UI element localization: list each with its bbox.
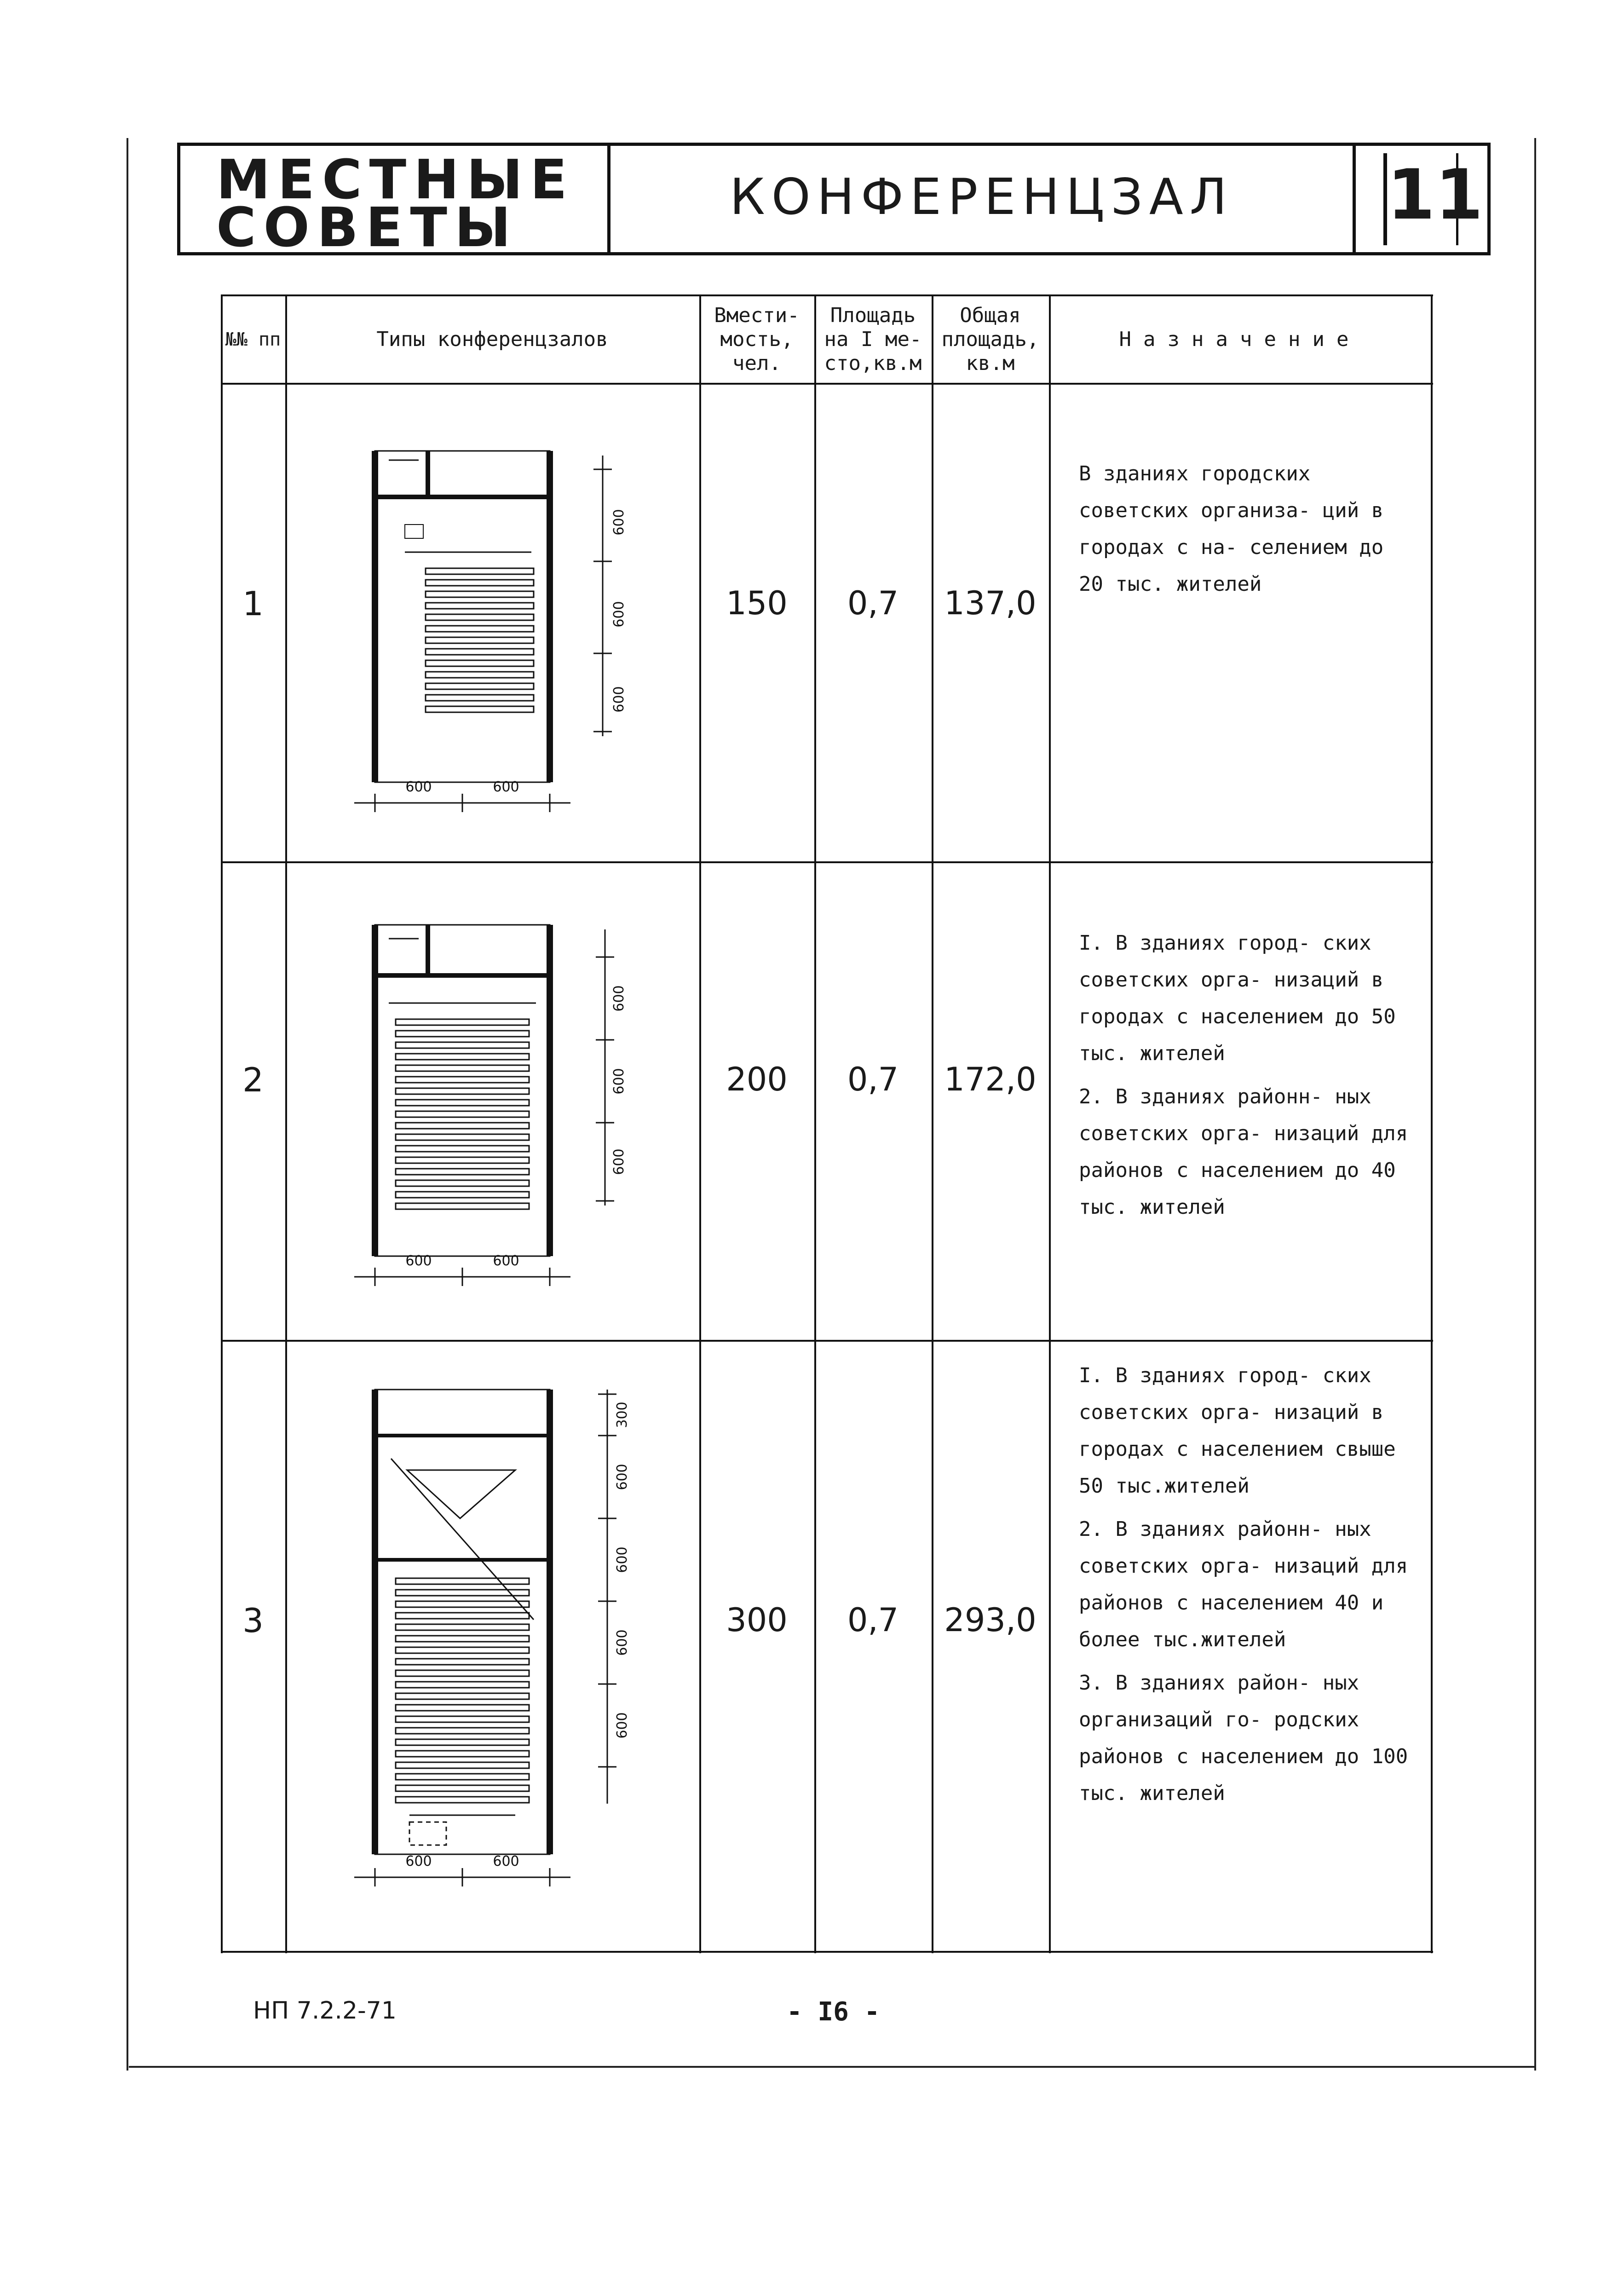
purpose-item: В зданиях городских советских организа- ций в городах с на- селением до 20 тыс. жителей (1079, 462, 1384, 596)
row-divider (221, 1340, 1433, 1342)
row-number: 1 (242, 584, 264, 623)
purpose-item: I. В зданиях город- ских советских орга- низаций в городах с населением свыше 50 тыс.жителей (1079, 1364, 1396, 1498)
col-header-types: Типы конференцзалов (376, 327, 608, 351)
area-per-seat-value: 0,7 (847, 1061, 899, 1098)
conference-hall-table (221, 294, 1433, 1953)
col-header-purpose: Назначение (1119, 327, 1361, 351)
capacity-value: 300 (726, 1601, 788, 1639)
capacity-value: 150 (726, 584, 788, 622)
page-edge-left (127, 138, 128, 2071)
dim-label: 600 (611, 985, 627, 1012)
dim-label: 600 (611, 1148, 627, 1175)
table-border-bottom (221, 1951, 1433, 1953)
page-title (610, 146, 1356, 252)
dim-label: 600 (611, 1068, 627, 1095)
dim-label: 600 (614, 1629, 630, 1656)
floor-plan-type-2 (285, 865, 699, 1339)
col-header-capacity: Вмести- мость, чел. (714, 303, 800, 375)
dim-label: 600 (493, 779, 519, 795)
dim-label: 600 (611, 509, 627, 536)
dim-label: 600 (405, 1853, 432, 1869)
dim-label: 600 (611, 601, 627, 628)
section-title-line2: СОВЕТЫ (216, 196, 518, 259)
sheet-number-badge (1383, 153, 1483, 245)
sheet-number-cell (1356, 146, 1487, 252)
purpose-item: I. В зданиях город- ских советских орга- низаций в городах с населением до 50 тыс. жителей (1079, 931, 1396, 1065)
area-per-seat-value: 0,7 (847, 584, 899, 622)
sheet-number: 11 (1387, 155, 1483, 235)
dim-label: 600 (493, 1253, 519, 1269)
col-header-area-per-seat: Площадь на I ме- сто,кв.м (824, 303, 922, 375)
page-number: - I6 - (787, 1997, 880, 2027)
page-edge-bottom (129, 2066, 1534, 2068)
total-area-value: 137,0 (944, 584, 1037, 622)
capacity-value: 200 (726, 1061, 788, 1098)
dim-label: 600 (614, 1712, 630, 1739)
purpose-item: 3. В зданиях район- ных организаций го- родских районов с населением до 100 тыс. жителей (1079, 1671, 1408, 1805)
row-number: 2 (242, 1061, 264, 1099)
floor-plan-type-3 (285, 1344, 699, 1946)
dim-label: 600 (614, 1464, 630, 1490)
table-border-right (1431, 294, 1433, 1953)
purpose-item: 2. В зданиях районн- ных советских орга- низаций для районов с населением до 40 тыс. жителей (1079, 1085, 1408, 1219)
dim-label: 300 (614, 1402, 630, 1428)
page-title-text: КОНФЕРЕНЦЗАЛ (730, 168, 1233, 226)
column-divider (814, 294, 816, 1953)
purpose-text (1079, 925, 1410, 1232)
table-border-left (221, 294, 223, 1953)
title-block (177, 143, 1491, 259)
dim-label: 600 (611, 686, 627, 713)
section-title (180, 146, 610, 259)
area-per-seat-value: 0,7 (847, 1601, 899, 1639)
column-divider (699, 294, 701, 1953)
floor-plan-type-1 (285, 386, 699, 860)
table-border-top (221, 294, 1433, 296)
section-title-line1: МЕСТНЫЕ (216, 148, 575, 211)
dim-label: 600 (405, 1253, 432, 1269)
dim-label: 600 (405, 779, 432, 795)
row-number: 3 (242, 1601, 264, 1640)
purpose-text (1079, 456, 1410, 609)
col-header-no: №№ пп (225, 329, 281, 350)
total-area-value: 172,0 (944, 1061, 1037, 1098)
total-area-value: 293,0 (944, 1601, 1037, 1639)
column-divider (932, 294, 933, 1953)
dim-label: 600 (614, 1546, 630, 1573)
row-divider (221, 861, 1433, 863)
purpose-text (1079, 1357, 1410, 1818)
column-divider (1049, 294, 1051, 1953)
header-divider (221, 383, 1433, 385)
document-code: НП 7.2.2-71 (253, 1997, 397, 2025)
col-header-total-area: Общая площадь, кв.м (941, 303, 1039, 375)
dim-label: 600 (493, 1853, 519, 1869)
page-edge-right (1534, 138, 1536, 2071)
purpose-item: 2. В зданиях районн- ных советских орга- низаций для районов с населением 40 и более тыс.жителей (1079, 1517, 1408, 1651)
